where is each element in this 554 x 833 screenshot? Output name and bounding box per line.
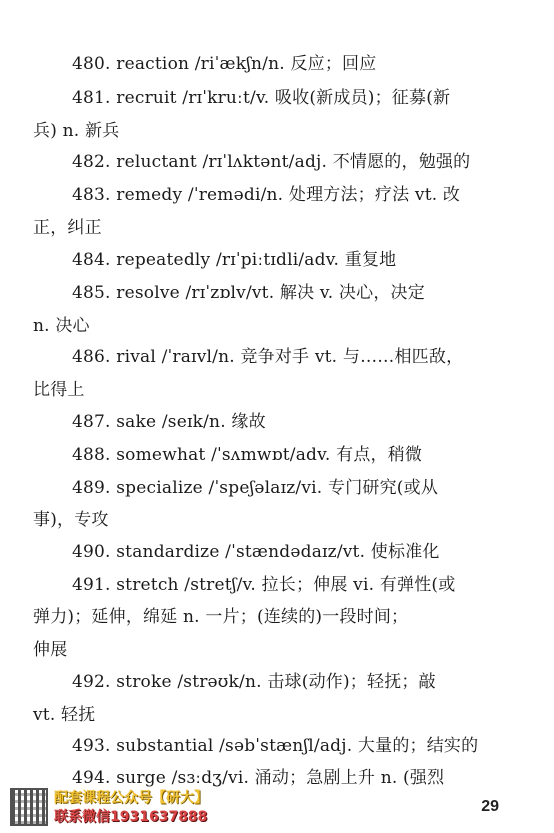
entry-493: 493. substantial /səbˈstænʃl/adj. 大量的；结实的 [72, 736, 479, 756]
entry-480: 480. reaction /riˈækʃn/n. 反应；回应 [72, 54, 377, 74]
watermark-line-1: 配套课程公众号【研大】 [54, 790, 208, 806]
entry-494: 494. surge /sɜːdʒ/vi. 涌动；急剧上升 n. (强烈 [72, 768, 445, 788]
entry-485: 485. resolve /rɪˈzɒlv/vt. 解决 v. 决心，决定 [72, 283, 425, 303]
entry-489-continued: 事)，专攻 [33, 510, 109, 530]
entry-492: 492. stroke /strəʊk/n. 击球(动作)；轻抚；敲 [72, 672, 436, 692]
entry-491-continued-1: 弹力)；延伸，绵延 n. 一片；(连续的)一段时间； [33, 607, 409, 627]
qr-code-icon [10, 788, 48, 826]
entry-490: 490. standardize /ˈstændədaɪz/vt. 使标准化 [72, 542, 440, 562]
entry-481: 481. recruit /rɪˈkruːt/v. 吸收(新成员)；征募(新 [72, 88, 451, 108]
entry-489: 489. specialize /ˈspeʃəlaɪz/vi. 专门研究(或从 [72, 478, 439, 498]
entry-482: 482. reluctant /rɪˈlʌktənt/adj. 不情愿的，勉强的 [72, 152, 471, 172]
entry-486-continued: 比得上 [33, 380, 85, 400]
entry-492-continued: vt. 轻抚 [33, 705, 96, 725]
page-number: 29 [481, 798, 499, 815]
entry-491: 491. stretch /stretʃ/v. 拉长；伸展 vi. 有弹性(或 [72, 575, 456, 595]
entry-487: 487. sake /seɪk/n. 缘故 [72, 412, 266, 432]
entry-486: 486. rival /ˈraɪvl/n. 竞争对手 vt. 与……相匹敌， [72, 347, 464, 367]
entry-484: 484. repeatedly /rɪˈpiːtɪdli/adv. 重复地 [72, 250, 397, 270]
entry-481-continued: 兵) n. 新兵 [33, 121, 120, 141]
entry-483: 483. remedy /ˈremədi/n. 处理方法；疗法 vt. 改 [72, 185, 461, 205]
entry-485-continued: n. 决心 [33, 316, 90, 336]
entry-491-continued-2: 伸展 [33, 640, 68, 660]
watermark-line-2: 联系微信1931637888 [54, 809, 208, 825]
entry-488: 488. somewhat /ˈsʌmwɒt/adv. 有点，稍微 [72, 445, 423, 465]
watermark [10, 788, 260, 830]
entry-483-continued: 正，纠正 [33, 218, 102, 238]
